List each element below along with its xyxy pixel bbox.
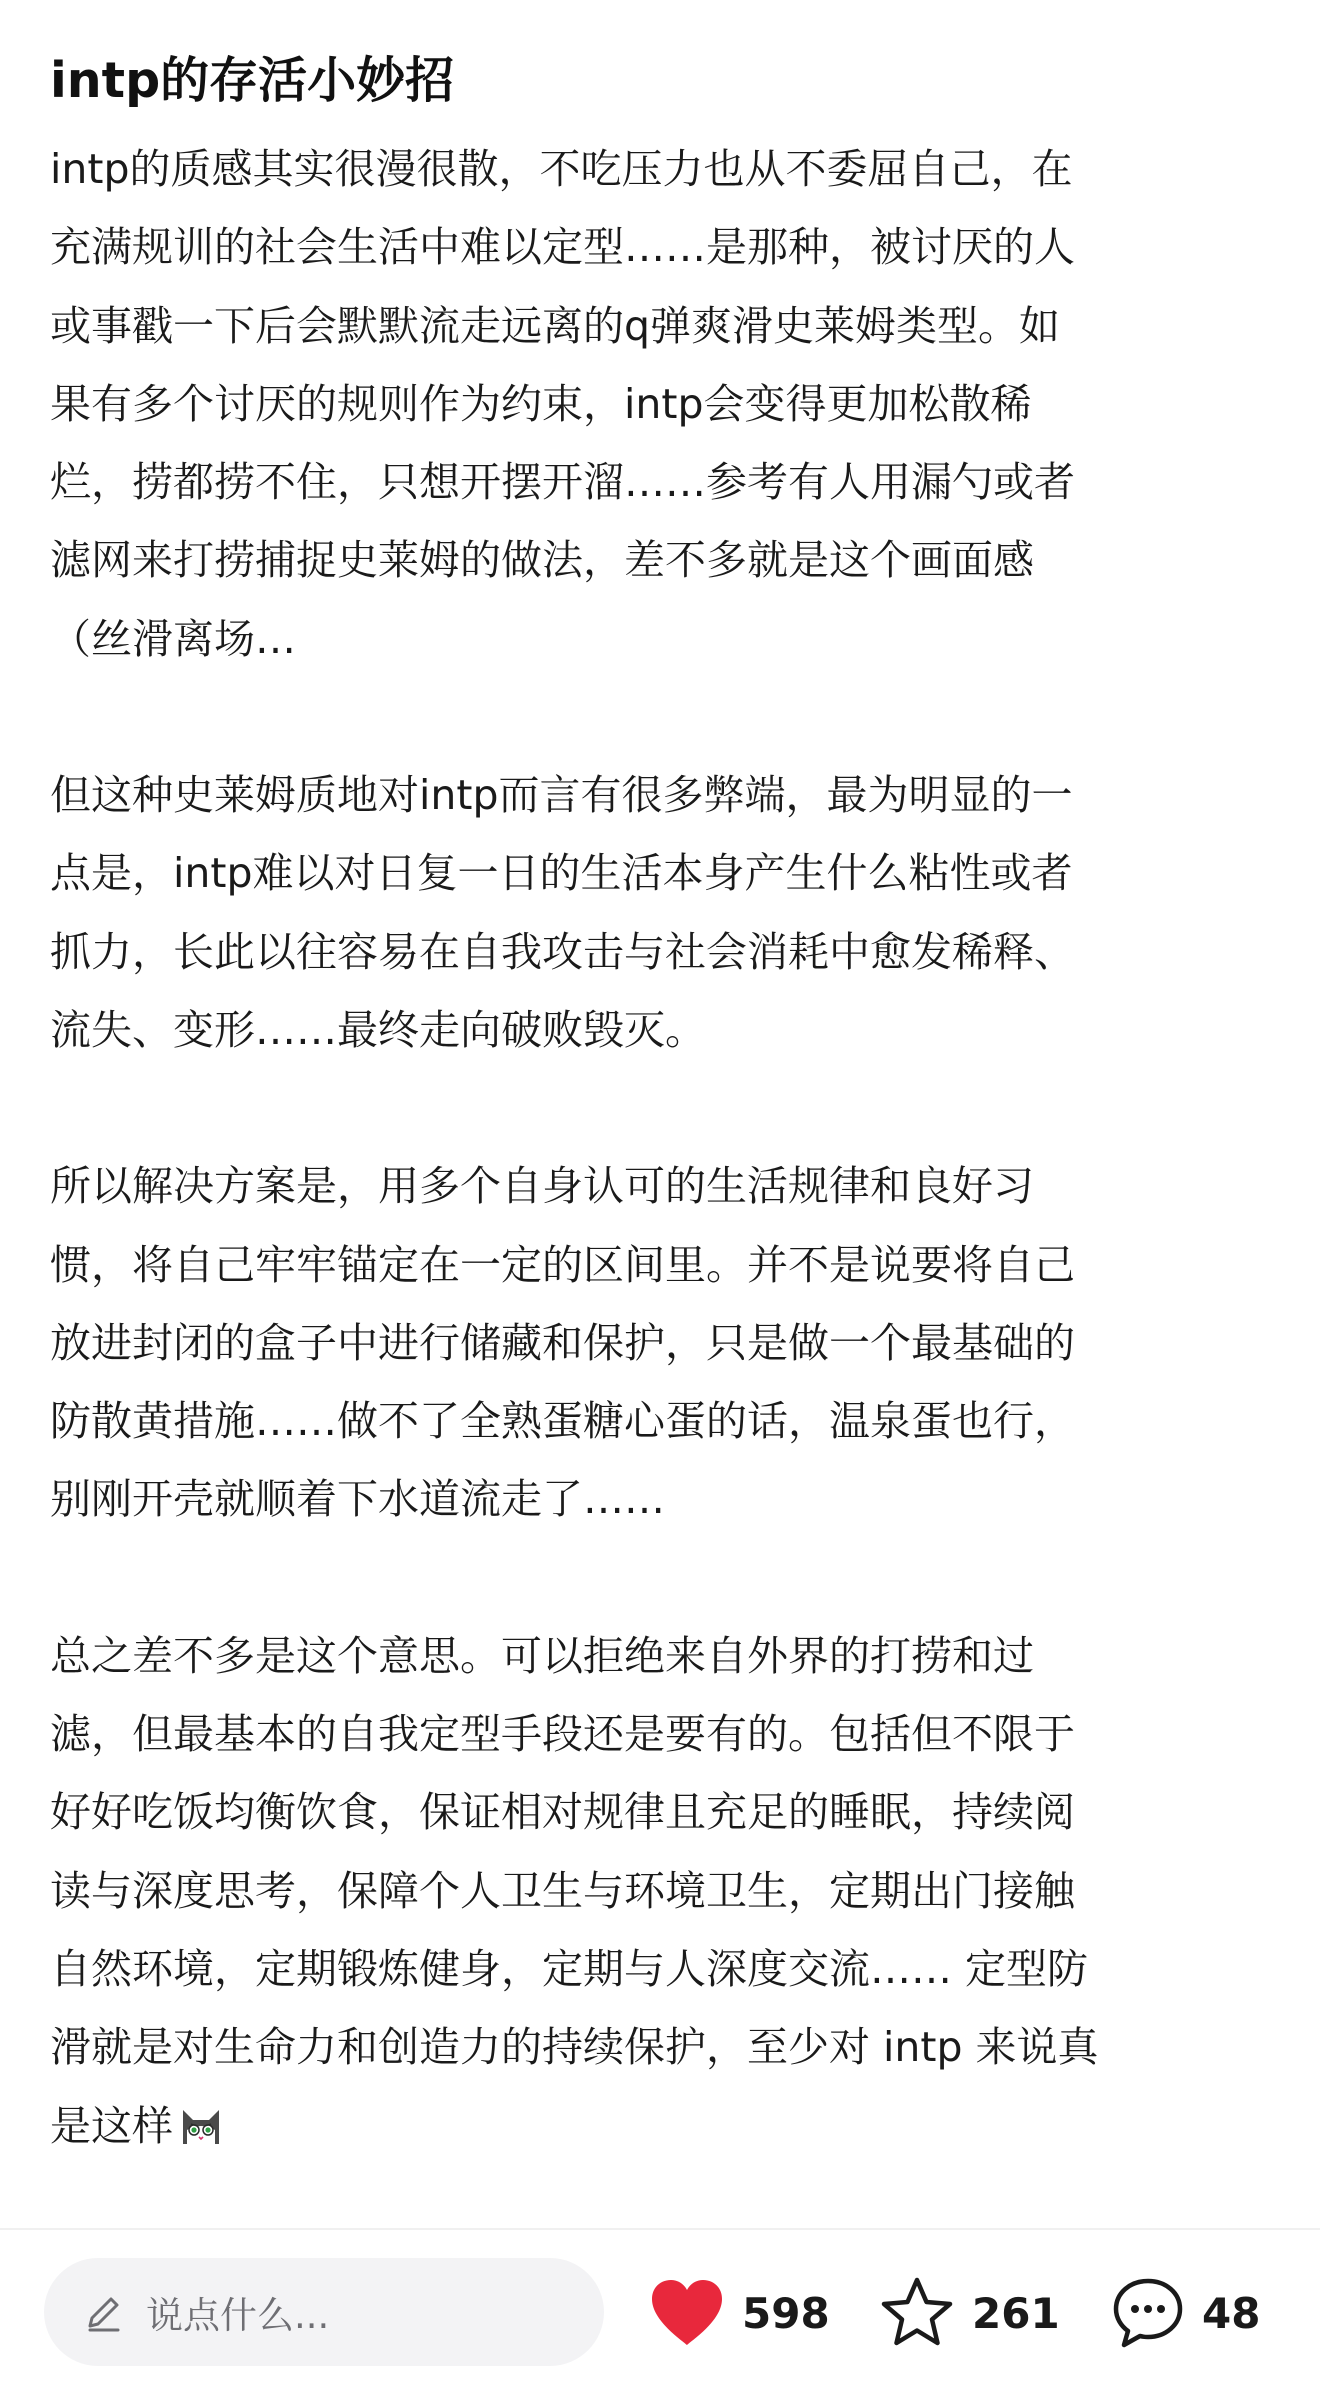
body-line: 点是，intp难以对日复一日的生活本身产生什么粘性或者 <box>50 849 1073 898</box>
paragraph-gap <box>50 1069 1270 1147</box>
post-title: intp的存活小妙招 <box>50 52 455 109</box>
body-line: 好好吃饭均衡饮食，保证相对规律且充足的睡眠，持续阅 <box>50 1788 1075 1837</box>
body-line: 别刚开壳就顺着下水道流走了…… <box>50 1475 665 1524</box>
comment-count: 48 <box>1202 2288 1261 2338</box>
body-line: intp的质感其实很漫很散，不吃压力也从不委屈自己，在 <box>50 145 1073 193</box>
favorite-count: 261 <box>972 2288 1060 2338</box>
body-line: 但这种史莱姆质地对intp而言有很多弊端，最为明显的一 <box>50 771 1073 820</box>
paragraph-gap <box>50 678 1270 756</box>
body-line: 烂，捞都捞不住，只想开摆开溜……参考有人用漏勺或者 <box>50 458 1075 507</box>
body-line: （丝滑离场… <box>50 614 296 663</box>
body-line: 抓力，长此以往容易在自我攻击与社会消耗中愈发稀释、 <box>50 927 1075 976</box>
post-content <box>50 40 1270 2165</box>
body-line-text: 是这样 <box>50 2101 173 2150</box>
body-line: 自然环境，定期锻炼健身，定期与人深度交流…… 定型防 <box>50 1944 1089 1993</box>
body-line: 滑就是对生命力和创造力的持续保护，至少对 intp 来说真 <box>50 2023 1099 2072</box>
paragraph-gap <box>50 1539 1270 1617</box>
body-line: 滤网来打捞捕捉史莱姆的做法，差不多就是这个画面感 <box>50 536 1034 585</box>
body-line: 或事戳一下后会默默流走远离的q弹爽滑史莱姆类型。如 <box>50 301 1061 350</box>
favorite-button[interactable] <box>878 2268 1060 2358</box>
body-line-last <box>50 2087 1270 2165</box>
comments-button[interactable] <box>1110 2268 1260 2358</box>
like-button[interactable] <box>648 2268 830 2358</box>
heart-icon <box>648 2277 726 2349</box>
body-line: 总之差不多是这个意思。可以拒绝来自外界的打捞和过 <box>50 1631 1034 1680</box>
body-line: 果有多个讨厌的规则作为约束，intp会变得更加松散稀 <box>50 379 1032 428</box>
body-line: 读与深度思考，保障个人卫生与环境卫生，定期出门接触 <box>50 1866 1075 1915</box>
bottom-action-bar <box>0 2230 1320 2402</box>
cat-emoji-icon <box>177 2095 225 2143</box>
body-line: 所以解决方案是，用多个自身认可的生活规律和良好习 <box>50 1162 1034 1211</box>
pencil-icon <box>82 2290 126 2334</box>
body-line: 放进封闭的盒子中进行储藏和保护，只是做一个最基础的 <box>50 1318 1075 1367</box>
star-icon <box>878 2276 956 2350</box>
post-body <box>50 130 1270 2165</box>
body-line: 流失、变形……最终走向破败毁灭。 <box>50 1005 706 1054</box>
like-count: 598 <box>742 2288 830 2338</box>
body-line: 滤，但最基本的自我定型手段还是要有的。包括但不限于 <box>50 1710 1075 1759</box>
body-line: 惯，将自己牢牢锚定在一定的区间里。并不是说要将自己 <box>50 1240 1075 1289</box>
comment-input[interactable] <box>44 2258 604 2366</box>
body-line: 充满规训的社会生活中难以定型……是那种，被讨厌的人 <box>50 223 1075 272</box>
comment-placeholder: 说点什么... <box>146 2294 330 2337</box>
chat-bubble-icon <box>1110 2275 1186 2351</box>
body-line: 防散黄措施……做不了全熟蛋糖心蛋的话，温泉蛋也行， <box>50 1397 1075 1446</box>
